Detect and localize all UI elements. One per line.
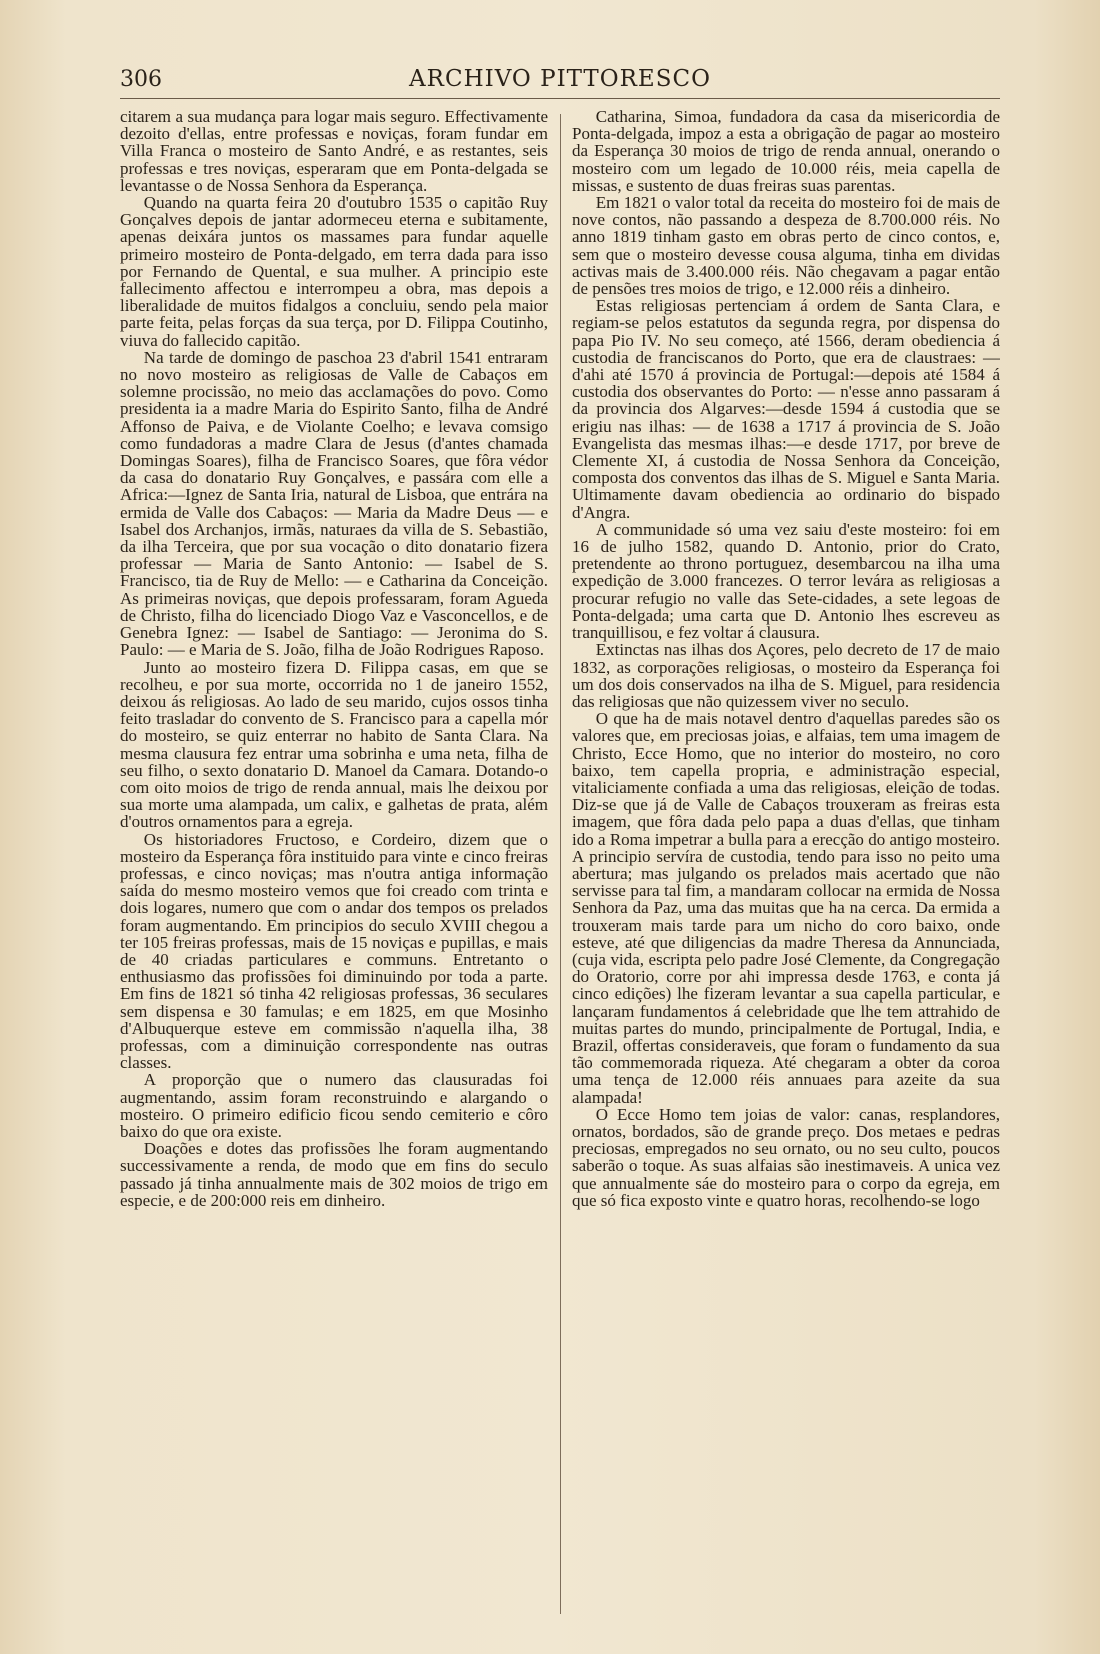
paragraph: Em 1821 o valor total da receita do mosteiro foi de mais de nove contos, não passando a despeza de 8.700.000 réis. No anno 1819 tinham gasto em obras perto de cinco contos, e, sem que o mosteiro devesse cousa alguma, tinha em dividas activas mais de 3.400.000 réis. Não chegavam a pagar então de pensões tres moios de trigo, e 12.000 réis a dinheiro.	[572, 193, 1000, 299]
paragraph: Doações e dotes das profissões lhe foram augmentando successivamente a renda, de modo que em fins do seculo passado já tinha annualmente mais de 302 moios de trigo em especie, e de 200:000 reis em dinheiro.	[120, 1139, 548, 1210]
paragraph: Os historiadores Fructoso, e Cordeiro, dizem que o mosteiro da Esperança fôra instituido para vinte e cinco freiras professas, e cinco noviças; mas n'outra antiga informação saída do mesmo mosteiro vemos que foi creado com trinta e dois logares, numero que com o andar dos tempos os prelados foram augmentando. Em principios do seculo XVIII chegou a ter 105 freiras professas, mais de 15 noviças e pupillas, e mais de 40 criadas particulares e communs. Entretanto o enthusiasmo das profissões foi diminuindo por toda a parte. Em fins de 1821 só tinha 42 religiosas professas, 36 seculares sem dispensa e 30 famulas; e em 1825, em que Mosinho d'Albuquerque esteve em commissão n'aquella ilha, 38 professas, com a diminuição correspondente nas outras classes.	[120, 829, 548, 1073]
paragraph: Estas religiosas pertenciam á ordem de Santa Clara, e regiam-se pelos estatutos da segunda regra, por dispensa do papa Pio IV. No seu começo, até 1566, deram obediencia á custodia de franciscanos do Porto, que era de claustraes: — d'ahi até 1570 á provincia de Portugal:—depois até 1584 á custodia dos observantes do Porto: — n'esse anno passaram á da provincia dos Algarves:—desde 1594 á custodia que se erigiu nas ilhas: — de 1638 a 1717 á provincia de S. João Evangelista das mesmas ilhas:—e desde 1717, por breve de Clemente XI, á custodia de Nossa Senhora da Conceição, composta dos conventos das ilhas de S. Miguel e Santa Maria. Ultimamente davam obediencia ao ordinario do bispado d'Angra.	[572, 296, 1000, 522]
left-column	[120, 108, 548, 1620]
paragraph: O que ha de mais notavel dentro d'aquellas paredes são os valores que, em preciosas joias, e alfaias, tem uma imagem de Christo, Ecce Homo, que no interior do mosteiro, no coro baixo, tem capella propria, e administração especial, vitaliciamente confiada a uma das religiosas, eleição de todas. Diz-se que já de Valle de Cabaços trouxeram as freiras esta imagem, que fôra dada pelo papa a duas d'ellas, que tinham ido a Roma impetrar a bulla para a erecção do antigo mosteiro. A principio servíra de custodia, tendo para isso no peito uma abertura; mas julgando os prelados mais acertado que não servisse para tal fim, a mandaram collocar na ermida de Nossa Senhora da Paz, uma das muitas que ha na cerca. Da ermida a trouxeram mais tarde para um nicho do coro baixo, onde esteve, até que diligencias da madre Theresa da Annunciada, (cuja vida, escripta pelo padre José Clemente, da Congregação do Oratorio, corre por ahi impressa desde 1763, e conta já cinco edições) lhe fizeram levantar a sua capella particular, e lançaram fundamentos á celebridade que lhe tem attrahido de muitas partes do mundo, principalmente de Portugal, India, e Brazil, offertas consideraveis, que foram o fundamento da sua tão commemorada riqueza. Até chegaram a obter da coroa uma tença de 12.000 réis annuaes para azeite da sua alampada!	[572, 709, 1000, 1107]
right-column	[572, 108, 1000, 1620]
page-number: 306	[120, 67, 162, 92]
paragraph: Junto ao mosteiro fizera D. Filippa casas, em que se recolheu, e por sua morte, occorrida no 1 de janeiro 1552, deixou ás religiosas. Ao lado de seu marido, cujos ossos tinha feito trasladar do convento de S. Francisco para a capella mór do mosteiro, se quiz enterrar no habito de Santa Clara. Na mesma clausura fez entrar uma sobrinha e uma neta, filha de seu filho, o sexto donatario D. Manoel da Camara. Dotando-o com oito moios de trigo de renda annual, mais lhe deixou por sua morte uma alampada, um calix, e galhetas de prata, além d'outros ornamentos para a egreja.	[120, 657, 548, 832]
column-divider	[560, 114, 561, 1614]
paragraph: Na tarde de domingo de paschoa 23 d'abril 1541 entraram no novo mosteiro as religiosas de Valle de Cabaços em solemne procissão, no meio das acclamações do povo. Como presidenta ia a madre Maria do Espirito Santo, filha de André Affonso de Paiva, e de Violante Coelho; e levava comsigo como fundadoras a madre Clara de Jesus (d'antes chamada Domingas Soares), filha de Francisco Soares, que fôra védor da casa do donatario Ruy Gonçalves, e passára com elle a Africa:—Ignez de Santa Iria, natural de Lisboa, que entrára na ermida de Valle dos Cabaços: — Maria da Madre Deus — e Isabel dos Archanjos, irmãs, naturaes da villa de S. Sebastião, da ilha Terceira, que por sua vocação o dito donatario fizera professar — Maria de Santo Antonio: — Isabel de S. Francisco, tia de Ruy de Mello: — e Catharina da Conceição. As primeiras noviças, que depois professaram, foram Agueda de Christo, filha do licenciado Diogo Vaz e Vasconcellos, e de Genebra Ignez: — Isabel de Santiago: — Jeronima do S. Paulo: — e Maria de S. João, filha de João Rodrigues Raposo.	[120, 347, 548, 660]
paragraph: citarem a sua mudança para logar mais seguro. Effectivamente dezoito d'ellas, entre professas e noviças, foram fundar em Villa Franca o mosteiro de Santo André, e as restantes, seis professas e tres noviças, esperaram que em Ponta-delgada se levantasse o de Nossa Senhora da Esperança.	[120, 108, 548, 195]
paragraph: Quando na quarta feira 20 d'outubro 1535 o capitão Ruy Gonçalves depois de jantar adormeceu eterna e subitamente, apenas deixára juntos os massames para fundar aquelle primeiro mosteiro de Ponta-delgado, em terra dada para isso por Fernando de Quental, e sua mulher. A principio este fallecimento affectou e interrompeu a obra, mas depois a liberalidade de muitos fidalgos a concluiu, sendo pela maior parte feita, pelas forças da sua terça, por D. Filippa Coutinho, viuva do fallecido capitão.	[120, 193, 548, 350]
running-head	[120, 64, 1000, 99]
text-columns	[120, 108, 1000, 1620]
paragraph: A communidade só uma vez saiu d'este mosteiro: foi em 16 de julho 1582, quando D. Antonio, prior do Crato, pretendente ao throno portuguez, desembarcou na ilha uma expedição de 3.000 francezes. O terror levára as religiosas a procurar refugio no valle das Sete-cidades, a sete legoas de Ponta-delgada; uma carta que D. Antonio lhes escreveu as tranquillisou, e fez voltar á clausura.	[572, 519, 1000, 643]
paragraph: O Ecce Homo tem joias de valor: canas, resplandores, ornatos, bordados, são de grande preço. Dos metaes e pedras preciosas, empregados no seu ornato, ou no seu culto, poucos saberão o toque. As suas alfaias são inestimaveis. A unica vez que annualmente sáe do mosteiro para o corpo da egreja, em que só fica exposto vinte e quatro horas, recolhendo-se logo	[572, 1104, 1000, 1210]
journal-title: ARCHIVO PITTORESCO	[409, 66, 711, 92]
paragraph: Catharina, Simoa, fundadora da casa da misericordia de Ponta-delgada, impoz a esta a obrigação de pagar ao mosteiro da Esperança 30 moios de trigo de renda annual, onerando o mosteiro com um legado de 10.000 réis, meia capella de missas, e sustento de duas freiras suas parentas.	[572, 108, 1000, 195]
paragraph: A proporção que o numero das clausuradas foi augmentando, assim foram reconstruindo e alargando o mosteiro. O primeiro edificio ficou sendo cemiterio e côro baixo do que ora existe.	[120, 1070, 548, 1141]
paragraph: Extinctas nas ilhas dos Açores, pelo decreto de 17 de maio 1832, as corporações religiosas, o mosteiro da Esperança foi um dos dois conservados na ilha de S. Miguel, para residencia das religiosas que não quizessem viver no seculo.	[572, 640, 1000, 711]
